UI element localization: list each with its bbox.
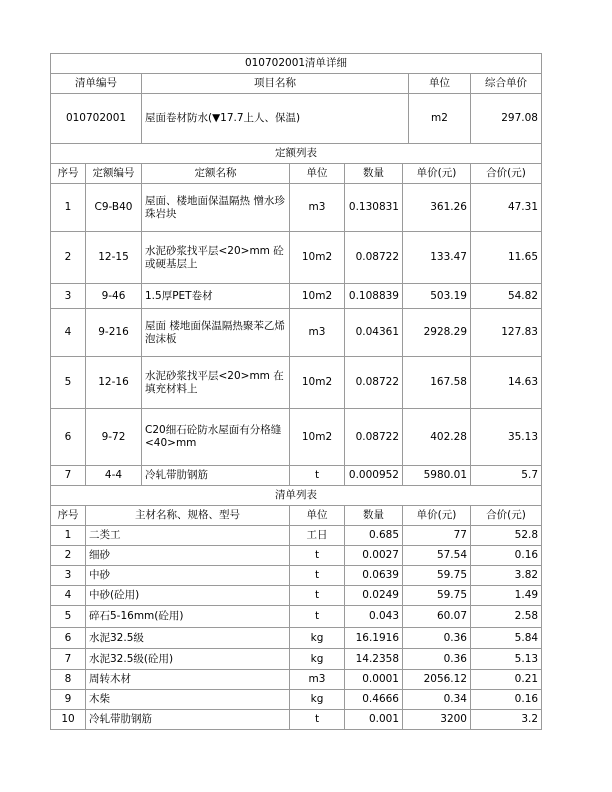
- row-price: 5980.01: [403, 466, 471, 486]
- header-unit-price: 综合单价: [471, 74, 542, 94]
- row-code: 9-72: [86, 409, 142, 466]
- row-name: 水泥32.5级(砼用): [86, 649, 290, 670]
- row-price: 60.07: [403, 606, 471, 628]
- row-unit: t: [290, 586, 345, 606]
- row-name: 细砂: [86, 546, 290, 566]
- row-name: 冷轧带肋钢筋: [86, 710, 290, 730]
- row-unit: t: [290, 710, 345, 730]
- row-qty: 0.108839: [345, 284, 403, 309]
- row-no: 7: [51, 649, 86, 670]
- row-total: 5.13: [471, 649, 542, 670]
- row-qty: 0.0249: [345, 586, 403, 606]
- mat-header-unit: 单位: [290, 506, 345, 526]
- table-row: [51, 649, 542, 670]
- row-name: 1.5厚PET卷材: [142, 284, 290, 309]
- row-total: 1.49: [471, 586, 542, 606]
- row-no: 1: [51, 526, 86, 546]
- row-unit: kg: [290, 628, 345, 649]
- row-qty: 0.08722: [345, 357, 403, 409]
- quota-title: 定额列表: [51, 144, 542, 164]
- row-no: 4: [51, 586, 86, 606]
- table-row: [51, 670, 542, 690]
- row-no: 2: [51, 546, 86, 566]
- row-total: 47.31: [471, 184, 542, 232]
- row-total: 5.7: [471, 466, 542, 486]
- row-no: 5: [51, 606, 86, 628]
- list-summary-table: [50, 53, 542, 144]
- row-name: 冷轧带肋钢筋: [142, 466, 290, 486]
- row-total: 127.83: [471, 309, 542, 357]
- row-unit: m3: [290, 670, 345, 690]
- row-qty: 0.04361: [345, 309, 403, 357]
- row-total: 3.2: [471, 710, 542, 730]
- row-no: 5: [51, 357, 86, 409]
- mat-header-name: 主材名称、规格、型号: [86, 506, 290, 526]
- quota-header-total: 合价(元): [471, 164, 542, 184]
- table-row: [51, 566, 542, 586]
- row-unit: 10m2: [290, 409, 345, 466]
- table-row: [51, 466, 542, 486]
- mat-header-no: 序号: [51, 506, 86, 526]
- row-no: 2: [51, 232, 86, 284]
- table-row: [51, 184, 542, 232]
- row-name: C20细石砼防水屋面有分格缝<40>mm: [142, 409, 290, 466]
- project-name: 屋面卷材防水(▼17.7上人、保温): [142, 94, 409, 144]
- row-total: 52.8: [471, 526, 542, 546]
- row-name: 中砂: [86, 566, 290, 586]
- row-total: 0.16: [471, 690, 542, 710]
- row-code: 12-15: [86, 232, 142, 284]
- row-name: 水泥砂浆找平层<20>mm 砼或硬基层上: [142, 232, 290, 284]
- row-price: 2928.29: [403, 309, 471, 357]
- row-name: 屋面 楼地面保温隔热聚苯乙烯泡沫板: [142, 309, 290, 357]
- quota-header-unit: 单位: [290, 164, 345, 184]
- table-row: [51, 232, 542, 284]
- row-no: 3: [51, 284, 86, 309]
- quota-header-price: 单价(元): [403, 164, 471, 184]
- row-qty: 0.043: [345, 606, 403, 628]
- row-total: 5.84: [471, 628, 542, 649]
- header-list-code: 清单编号: [51, 74, 142, 94]
- row-unit: t: [290, 546, 345, 566]
- row-unit: t: [290, 566, 345, 586]
- row-price: 0.34: [403, 690, 471, 710]
- row-price: 59.75: [403, 586, 471, 606]
- row-no: 9: [51, 690, 86, 710]
- list-unit: m2: [409, 94, 471, 144]
- quota-header-qty: 数量: [345, 164, 403, 184]
- table-row: [51, 710, 542, 730]
- row-qty: 0.4666: [345, 690, 403, 710]
- row-code: 4-4: [86, 466, 142, 486]
- row-qty: 0.130831: [345, 184, 403, 232]
- row-unit: m3: [290, 184, 345, 232]
- row-total: 14.63: [471, 357, 542, 409]
- row-name: 二类工: [86, 526, 290, 546]
- row-price: 361.26: [403, 184, 471, 232]
- row-price: 402.28: [403, 409, 471, 466]
- row-name: 周转木材: [86, 670, 290, 690]
- row-name: 水泥砂浆找平层<20>mm 在填充材料上: [142, 357, 290, 409]
- row-no: 6: [51, 628, 86, 649]
- row-price: 0.36: [403, 649, 471, 670]
- materials-title: 清单列表: [51, 486, 542, 506]
- header-project-name: 项目名称: [142, 74, 409, 94]
- table-row: [51, 357, 542, 409]
- row-total: 54.82: [471, 284, 542, 309]
- row-unit: kg: [290, 690, 345, 710]
- row-unit: 工日: [290, 526, 345, 546]
- row-name: 中砂(砼用): [86, 586, 290, 606]
- row-total: 2.58: [471, 606, 542, 628]
- row-code: 9-216: [86, 309, 142, 357]
- quota-table: [50, 143, 542, 486]
- mat-header-total: 合价(元): [471, 506, 542, 526]
- table-row: [51, 606, 542, 628]
- row-unit: m3: [290, 309, 345, 357]
- row-qty: 0.0639: [345, 566, 403, 586]
- row-price: 0.36: [403, 628, 471, 649]
- row-total: 0.21: [471, 670, 542, 690]
- row-no: 3: [51, 566, 86, 586]
- mat-header-price: 单价(元): [403, 506, 471, 526]
- mat-header-qty: 数量: [345, 506, 403, 526]
- quota-header-code: 定额编号: [86, 164, 142, 184]
- row-total: 3.82: [471, 566, 542, 586]
- table-row: [51, 690, 542, 710]
- list-code: 010702001: [51, 94, 142, 144]
- row-qty: 0.08722: [345, 232, 403, 284]
- row-total: 0.16: [471, 546, 542, 566]
- materials-table: [50, 485, 542, 730]
- row-unit: kg: [290, 649, 345, 670]
- row-qty: 16.1916: [345, 628, 403, 649]
- table-row: [51, 628, 542, 649]
- row-qty: 14.2358: [345, 649, 403, 670]
- row-price: 133.47: [403, 232, 471, 284]
- quota-header-no: 序号: [51, 164, 86, 184]
- row-unit: t: [290, 466, 345, 486]
- row-price: 2056.12: [403, 670, 471, 690]
- list-price: 297.08: [471, 94, 542, 144]
- row-price: 167.58: [403, 357, 471, 409]
- row-code: C9-B40: [86, 184, 142, 232]
- table-row: [51, 284, 542, 309]
- row-qty: 0.000952: [345, 466, 403, 486]
- table-row: [51, 526, 542, 546]
- row-qty: 0.001: [345, 710, 403, 730]
- row-name: 屋面、楼地面保温隔热 憎水珍珠岩块: [142, 184, 290, 232]
- row-no: 7: [51, 466, 86, 486]
- row-code: 12-16: [86, 357, 142, 409]
- row-qty: 0.0001: [345, 670, 403, 690]
- row-name: 木柴: [86, 690, 290, 710]
- row-qty: 0.0027: [345, 546, 403, 566]
- header-unit: 单位: [409, 74, 471, 94]
- list-title: 010702001清单详细: [51, 54, 542, 74]
- row-no: 10: [51, 710, 86, 730]
- row-total: 11.65: [471, 232, 542, 284]
- row-price: 503.19: [403, 284, 471, 309]
- row-qty: 0.685: [345, 526, 403, 546]
- row-no: 1: [51, 184, 86, 232]
- row-code: 9-46: [86, 284, 142, 309]
- row-no: 4: [51, 309, 86, 357]
- row-no: 8: [51, 670, 86, 690]
- row-total: 35.13: [471, 409, 542, 466]
- row-price: 59.75: [403, 566, 471, 586]
- row-unit: 10m2: [290, 284, 345, 309]
- row-unit: t: [290, 606, 345, 628]
- table-row: [51, 409, 542, 466]
- table-row: [51, 586, 542, 606]
- row-qty: 0.08722: [345, 409, 403, 466]
- row-price: 77: [403, 526, 471, 546]
- row-price: 57.54: [403, 546, 471, 566]
- row-name: 水泥32.5级: [86, 628, 290, 649]
- row-unit: 10m2: [290, 357, 345, 409]
- row-price: 3200: [403, 710, 471, 730]
- quota-header-name: 定额名称: [142, 164, 290, 184]
- row-name: 碎石5-16mm(砼用): [86, 606, 290, 628]
- table-row: [51, 309, 542, 357]
- row-unit: 10m2: [290, 232, 345, 284]
- row-no: 6: [51, 409, 86, 466]
- table-row: [51, 546, 542, 566]
